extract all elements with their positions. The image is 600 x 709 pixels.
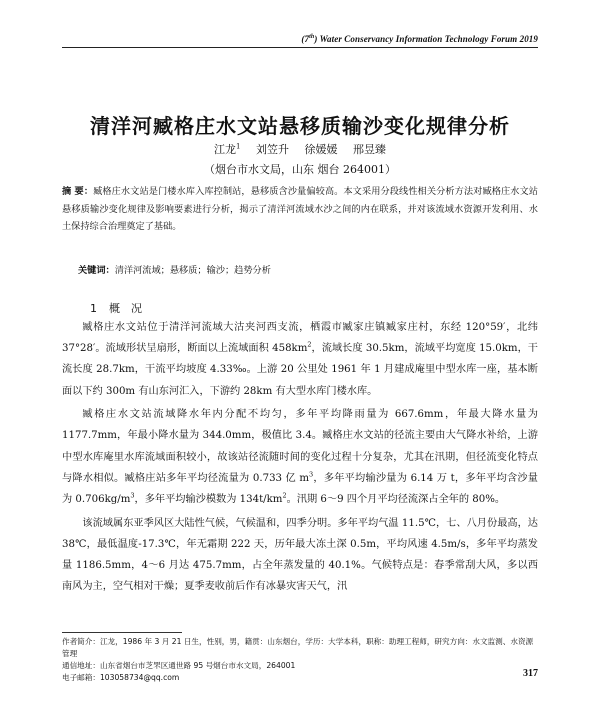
paragraph: 臧格庄水文站位于清洋河流域大沽夹河西支流，栖霞市臧家庄镇臧家庄村，东经 120°59′，北纬 37°28′。流域形状呈扇形，断面以上流域面积 $458km^2$，流域长度 30.5km，流域平均宽度 15.0km，干流长度 28.7km，干流平均坡度 4.33‰。上游 20 公里处 1961 年 1 月建成庵里中型水库一座，基本断面以下约 300m 有山东河汇入，下游约 28km 有大型水库门楼水库。 bbox=[62, 322, 538, 397]
author-name: 江龙$^1$ bbox=[214, 142, 241, 156]
section-heading bbox=[90, 300, 142, 316]
running-head-edition: 7 bbox=[304, 34, 310, 44]
abstract bbox=[62, 183, 538, 236]
author-name: 邢昱臻 bbox=[352, 143, 386, 156]
paragraph: 臧格庄水文站流域降水年内分配不均匀，多年平均降雨量为 667.6mm，年最大降水量为 1177.7mm，年最小降水量为 344.0mm，极值比 3.4。臧格庄水文站的径流主要由大气降水补给，上游中型水库庵里水库流域面积较小，故该站径流随时间的变化过程十分复杂，尤其在汛期，但径流变化特点与降水相似。臧格庄站多年平均径流量为 0.733 亿 $m^3$，多年平均输沙量为 6.14 万 t，多年平均含沙量为 $0.706kg/m^3$，多年平均输沙模数为 $134t/km^2$。汛期 6～9 四个月平均径流深占全年的 80%。 bbox=[62, 409, 538, 506]
author-mark: 1 bbox=[236, 142, 241, 151]
body-text bbox=[62, 317, 538, 600]
author-name: 刘笠升 bbox=[255, 143, 289, 156]
paper-title: 清洋河臧格庄水文站悬移质输沙变化规律分析 bbox=[90, 114, 510, 138]
abstract-label: 摘 要： bbox=[62, 186, 94, 197]
keywords-text: 清洋河流域；悬移质；输沙；趋势分析 bbox=[114, 265, 271, 276]
affiliation: （烟台市水文局，山东 烟台 264001） bbox=[204, 163, 396, 176]
header-rule bbox=[62, 47, 538, 48]
section-title: 概 况 bbox=[109, 302, 142, 315]
paragraph: 该流域属东亚季风区大陆性气候，气候温和，四季分明。多年平均气温 11.5℃，七、八月份最高，达 38℃，最低温度-17.3℃，年无霜期 222 天，历年最大冻土深 0.5m，平均风速 4.5m/s，多年平均蒸发量 1186.5mm，4～6 月达 475.7mm，占全年蒸发量的 40.1%。气候特点是：春季常刮大风，多以西南风为主，空气相对干燥；夏季麦收前后作有冰暴灾害天气，汛 bbox=[62, 517, 538, 593]
author-name: 徐媛媛 bbox=[304, 143, 338, 156]
footnotes bbox=[62, 636, 538, 684]
page-number: 317 bbox=[523, 668, 538, 679]
abstract-text: 臧格庄水文站是门楼水库入库控制站，悬移质含沙量偏较高。本文采用分段线性相关分析方法对臧格庄水文站悬移质输沙变化规律及影响要素进行分析，揭示了清洋河流域水沙之间的内在联系，并对该流域水资源开发利用、水土保持综合治理奠定了基础。 bbox=[62, 186, 538, 232]
running-head-text: Water Conservancy Information Technology Forum 2019 bbox=[319, 34, 538, 44]
footnote-author-info: 作者简介：江龙，1986 年 3 月 21 日生，性别，男，籍贯：山东烟台，学历：大学本科，职称：助理工程师，研究方向：水文监测、水资源管理 bbox=[62, 637, 534, 658]
footnote-address: 通信地址：山东省烟台市芝罘区通世路 95 号烟台市水文局，264001 bbox=[62, 661, 296, 670]
keywords bbox=[78, 262, 538, 276]
footnote-email: 电子邮箱：103058734@qq.com bbox=[62, 673, 180, 682]
author-list bbox=[0, 141, 600, 157]
running-head-edition-sup: th bbox=[309, 34, 315, 40]
keywords-label: 关键词： bbox=[78, 265, 115, 276]
section-number: 1 bbox=[90, 302, 97, 315]
running-head: (7th) Water Conservancy Information Technology Forum 2019 bbox=[301, 34, 538, 44]
footnote-rule bbox=[62, 632, 182, 633]
